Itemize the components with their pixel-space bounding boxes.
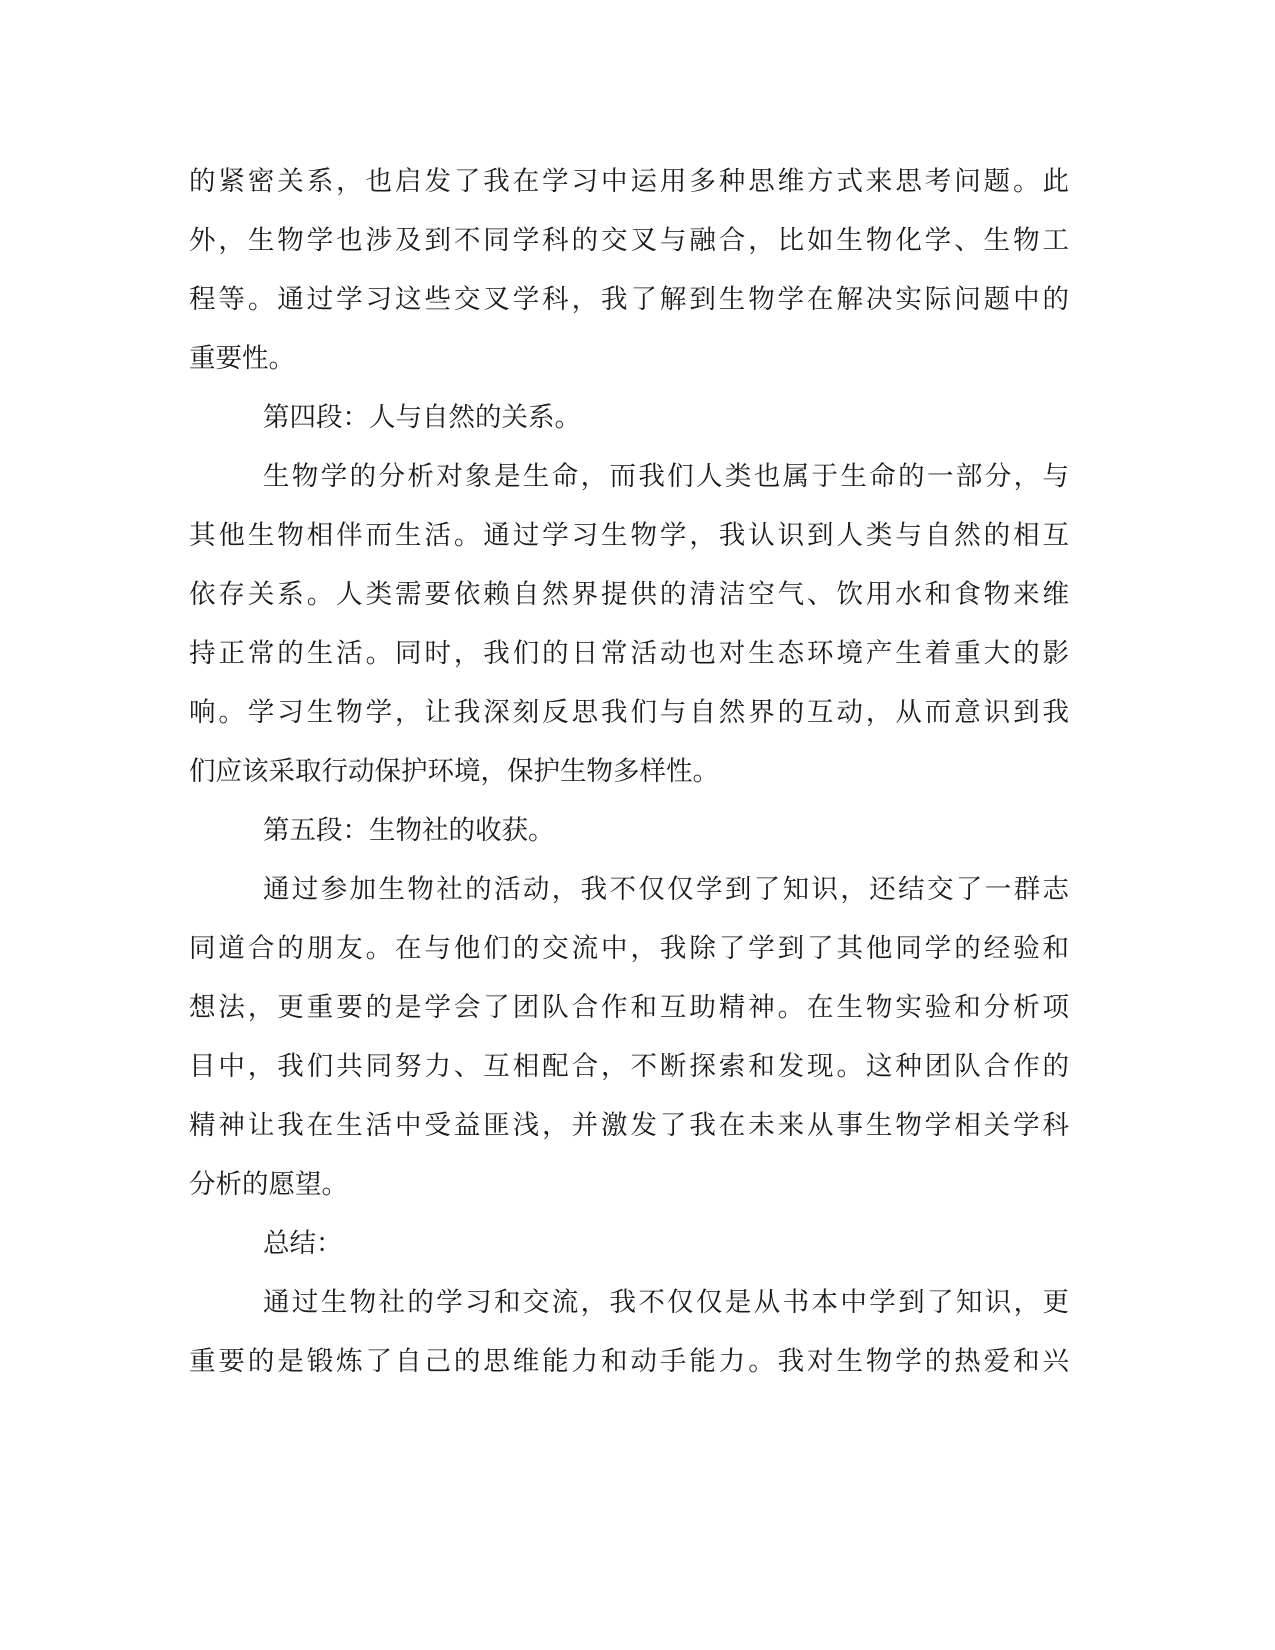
paragraph-line: 响。学习生物学，让我深刻反思我们与自然界的互动，从而意识到我 (189, 697, 1069, 728)
paragraph-line: 们应该采取行动保护环境，保护生物多样性。 (189, 756, 719, 787)
paragraph-line: 持正常的生活。同时，我们的日常活动也对生态环境产生着重大的影 (189, 638, 1069, 669)
section-heading-5: 第五段：生物社的收获。 (263, 815, 555, 846)
summary-heading: 总结： (263, 1228, 343, 1259)
paragraph-line: 重要性。 (189, 343, 295, 374)
paragraph-line: 依存关系。人类需要依赖自然界提供的清洁空气、饮用水和食物来维 (189, 579, 1069, 610)
paragraph-line: 生物学的分析对象是生命，而我们人类也属于生命的一部分，与 (263, 461, 1069, 492)
paragraph-line: 程等。通过学习这些交叉学科，我了解到生物学在解决实际问题中的 (189, 284, 1069, 315)
paragraph-line: 目中，我们共同努力、互相配合，不断探索和发现。这种团队合作的 (189, 1051, 1069, 1082)
section-heading-4: 第四段：人与自然的关系。 (263, 402, 581, 433)
paragraph-line: 其他生物相伴而生活。通过学习生物学，我认识到人类与自然的相互 (189, 520, 1069, 551)
paragraph-line: 通过参加生物社的活动，我不仅仅学到了知识，还结交了一群志 (263, 874, 1069, 905)
paragraph-line: 通过生物社的学习和交流，我不仅仅是从书本中学到了知识，更 (263, 1287, 1069, 1318)
paragraph-line: 同道合的朋友。在与他们的交流中，我除了学到了其他同学的经验和 (189, 933, 1069, 964)
paragraph-line: 分析的愿望。 (189, 1169, 348, 1200)
paragraph-line: 外，生物学也涉及到不同学科的交叉与融合，比如生物化学、生物工 (189, 225, 1069, 256)
paragraph-line: 精神让我在生活中受益匪浅，并激发了我在未来从事生物学相关学科 (189, 1110, 1069, 1141)
paragraph-line: 重要的是锻炼了自己的思维能力和动手能力。我对生物学的热爱和兴 (189, 1346, 1069, 1377)
paragraph-line: 的紧密关系，也启发了我在学习中运用多种思维方式来思考问题。此 (189, 166, 1069, 197)
paragraph-line: 想法，更重要的是学会了团队合作和互助精神。在生物实验和分析项 (189, 992, 1069, 1023)
